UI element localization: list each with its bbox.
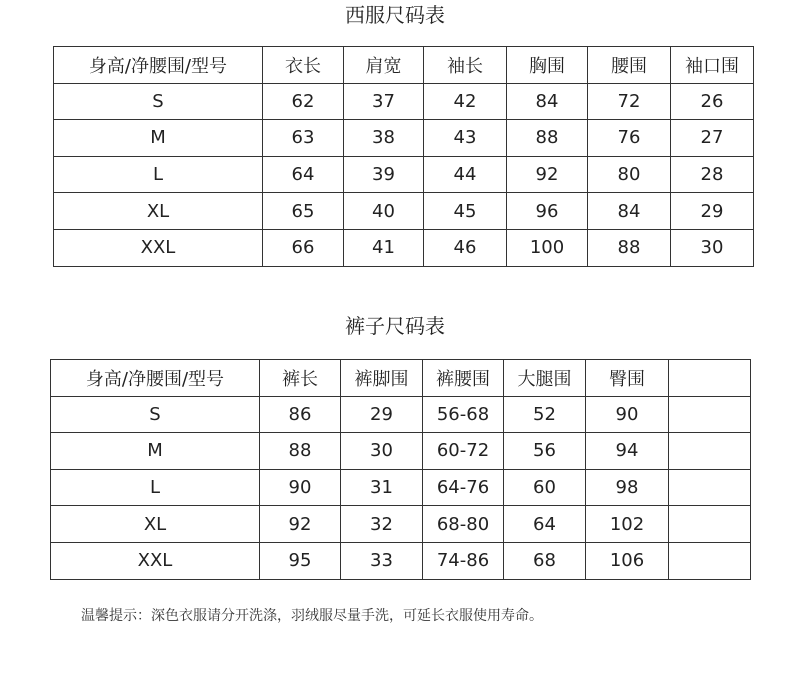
table-cell: 60 <box>504 469 586 506</box>
header-cell-size: 身高/净腰围/型号 <box>51 360 260 397</box>
table-cell <box>669 542 751 579</box>
table-cell: 90 <box>586 396 669 433</box>
table-cell: 32 <box>341 506 423 543</box>
table-cell: XXL <box>54 229 263 266</box>
table-cell: 102 <box>586 506 669 543</box>
table-cell: 92 <box>507 156 588 193</box>
table-cell: 43 <box>424 120 507 157</box>
header-cell-cuff: 袖口围 <box>671 47 754 84</box>
table-row <box>51 396 751 433</box>
table-cell: 31 <box>341 469 423 506</box>
table-cell: 40 <box>344 193 424 230</box>
suit-size-chart-title: 西服尺码表 <box>345 3 445 27</box>
table-cell: 86 <box>260 396 341 433</box>
table-cell <box>669 506 751 543</box>
table-cell: 72 <box>588 83 671 120</box>
table-cell: 44 <box>424 156 507 193</box>
header-cell-sleeve: 袖长 <box>424 47 507 84</box>
table-cell: 68-80 <box>423 506 504 543</box>
header-cell-waist: 腰围 <box>588 47 671 84</box>
table-cell: 92 <box>260 506 341 543</box>
table-cell: XL <box>51 506 260 543</box>
table-row <box>54 193 754 230</box>
header-cell-pants-length: 裤长 <box>260 360 341 397</box>
table-cell: 26 <box>671 83 754 120</box>
table-cell: 64 <box>504 506 586 543</box>
table-row <box>51 433 751 470</box>
pants-size-chart-title: 裤子尺码表 <box>345 314 445 338</box>
table-cell: 68 <box>504 542 586 579</box>
table-cell: L <box>51 469 260 506</box>
table-cell: 33 <box>341 542 423 579</box>
table-cell: 63 <box>263 120 344 157</box>
pants-size-table <box>50 359 751 580</box>
header-cell-thigh: 大腿围 <box>504 360 586 397</box>
suit-size-table <box>53 46 754 267</box>
care-tip-note: 温馨提示：深色衣服请分开洗涤，羽绒服尽量手洗，可延长衣服使用寿命。 <box>81 608 543 624</box>
table-cell: 45 <box>424 193 507 230</box>
header-cell-waistband: 裤腰围 <box>423 360 504 397</box>
table-cell <box>669 396 751 433</box>
table-header-row <box>54 47 754 84</box>
table-header-row <box>51 360 751 397</box>
table-cell: XL <box>54 193 263 230</box>
header-cell-hip: 臀围 <box>586 360 669 397</box>
header-cell-empty <box>669 360 751 397</box>
header-cell-shoulder: 肩宽 <box>344 47 424 84</box>
header-cell-size: 身高/净腰围/型号 <box>54 47 263 84</box>
table-cell <box>669 469 751 506</box>
header-cell-length: 衣长 <box>263 47 344 84</box>
table-cell: 56 <box>504 433 586 470</box>
table-row <box>54 83 754 120</box>
table-row <box>51 506 751 543</box>
table-cell: 42 <box>424 83 507 120</box>
table-row <box>54 229 754 266</box>
table-cell: 37 <box>344 83 424 120</box>
table-cell: 88 <box>260 433 341 470</box>
table-cell: 38 <box>344 120 424 157</box>
table-cell: S <box>51 396 260 433</box>
table-cell: 41 <box>344 229 424 266</box>
table-cell: 60-72 <box>423 433 504 470</box>
table-cell: 39 <box>344 156 424 193</box>
table-cell: 27 <box>671 120 754 157</box>
table-cell: 88 <box>507 120 588 157</box>
table-cell: 84 <box>507 83 588 120</box>
table-cell: 84 <box>588 193 671 230</box>
table-cell: 52 <box>504 396 586 433</box>
table-cell: 64 <box>263 156 344 193</box>
table-cell: 88 <box>588 229 671 266</box>
table-cell: 80 <box>588 156 671 193</box>
table-cell: 30 <box>341 433 423 470</box>
table-cell: 62 <box>263 83 344 120</box>
table-cell: 28 <box>671 156 754 193</box>
table-cell: 100 <box>507 229 588 266</box>
table-row <box>51 542 751 579</box>
table-cell: M <box>54 120 263 157</box>
table-cell: M <box>51 433 260 470</box>
header-cell-hem: 裤脚围 <box>341 360 423 397</box>
table-cell: 90 <box>260 469 341 506</box>
table-row <box>54 120 754 157</box>
table-cell: L <box>54 156 263 193</box>
table-cell: 74-86 <box>423 542 504 579</box>
table-cell: 98 <box>586 469 669 506</box>
table-row <box>51 469 751 506</box>
table-cell: 76 <box>588 120 671 157</box>
table-cell: 96 <box>507 193 588 230</box>
table-cell: 106 <box>586 542 669 579</box>
table-cell: 56-68 <box>423 396 504 433</box>
table-row <box>54 156 754 193</box>
table-cell: 65 <box>263 193 344 230</box>
table-cell: S <box>54 83 263 120</box>
table-cell: 46 <box>424 229 507 266</box>
table-cell: 94 <box>586 433 669 470</box>
table-cell: 29 <box>341 396 423 433</box>
table-cell: XXL <box>51 542 260 579</box>
table-cell: 95 <box>260 542 341 579</box>
table-cell: 29 <box>671 193 754 230</box>
table-cell: 64-76 <box>423 469 504 506</box>
header-cell-chest: 胸围 <box>507 47 588 84</box>
table-cell: 30 <box>671 229 754 266</box>
table-cell: 66 <box>263 229 344 266</box>
table-cell <box>669 433 751 470</box>
